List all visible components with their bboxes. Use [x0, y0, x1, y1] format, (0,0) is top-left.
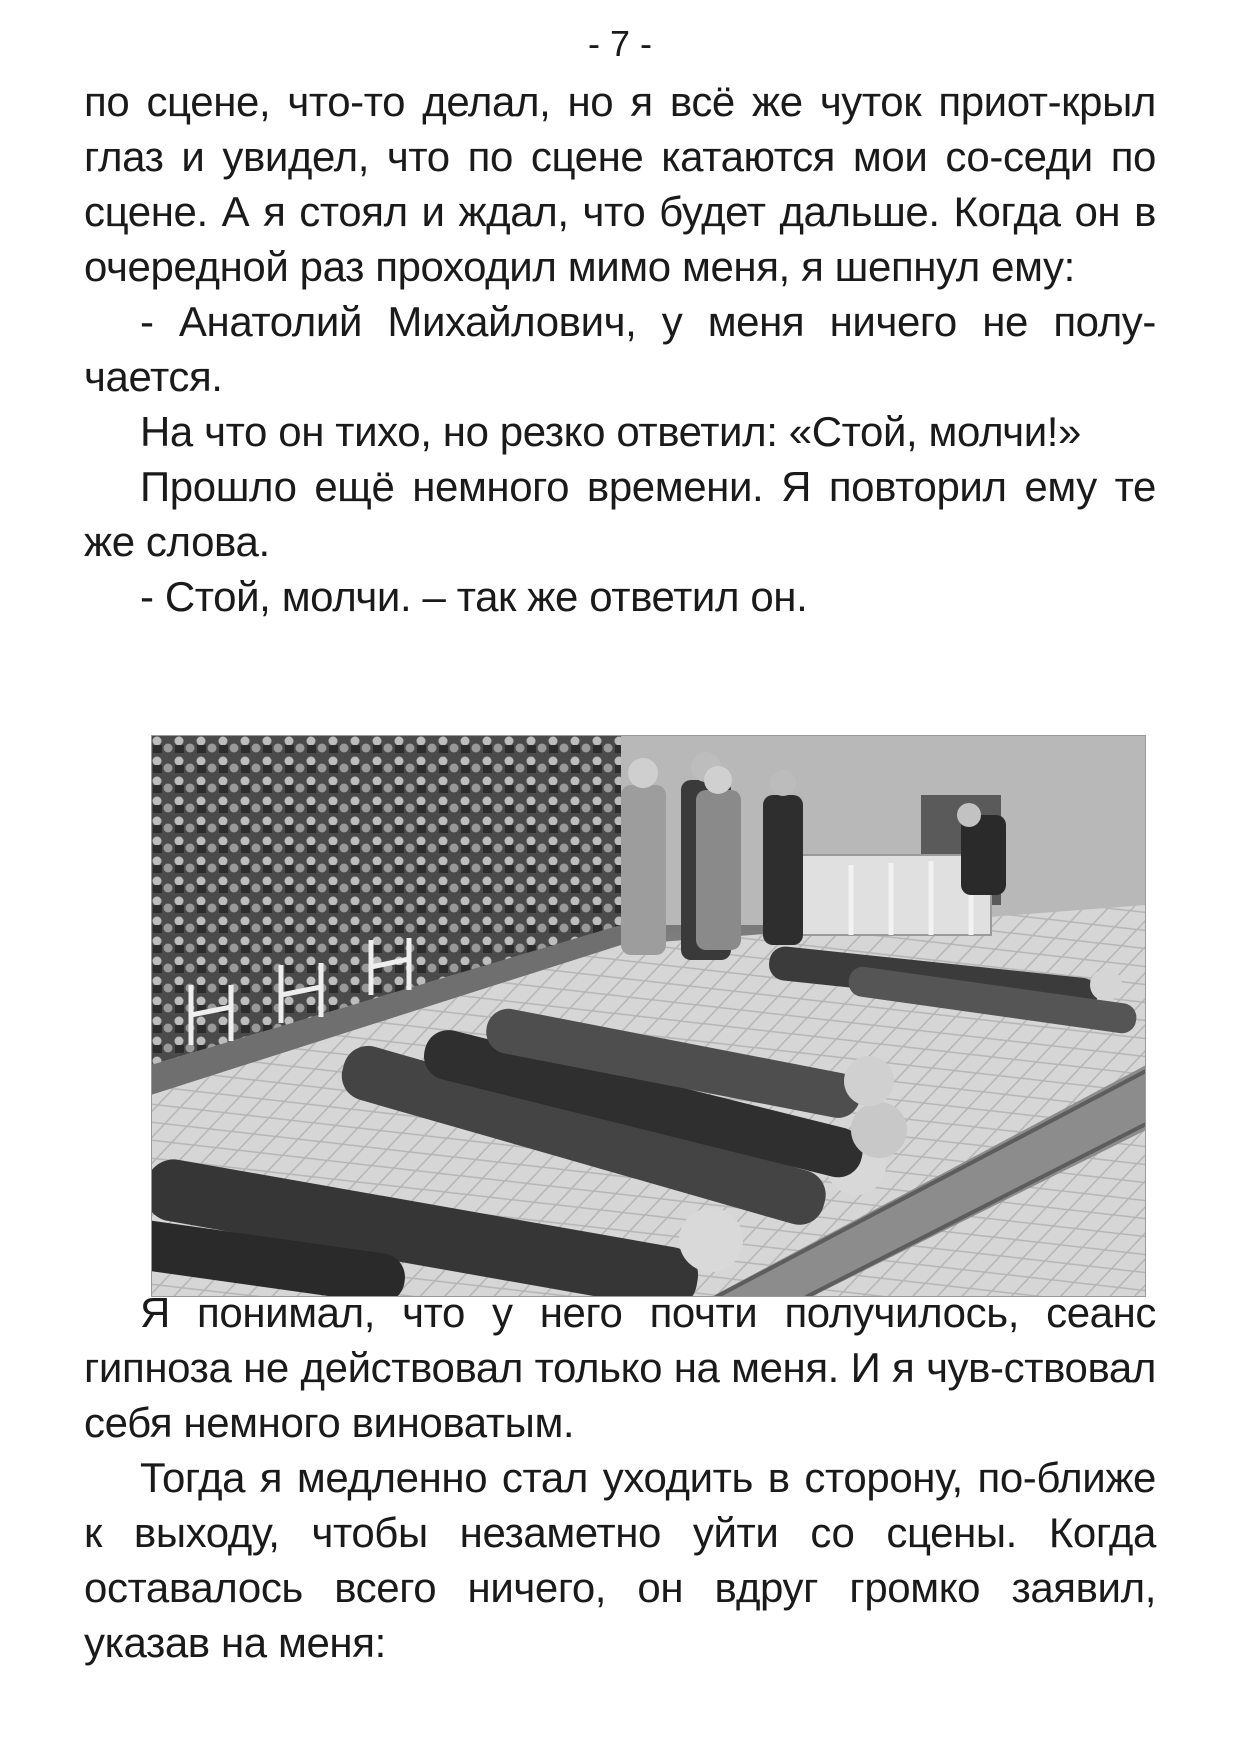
paragraph: На что он тихо, но резко ответил: «Стой, молчи!»	[140, 408, 1082, 455]
page-number: - 7 -	[587, 23, 652, 64]
paragraph-dialogue: - Анатолий Михайлович, у меня ничего не полу-чается.	[84, 298, 1156, 400]
paragraph: Прошло ещё немного времени. Я повторил ему те же слова.	[84, 463, 1156, 565]
paragraph: Я понимал, что у него почти получилось, сеанс гипноза не действовал только на меня. И я чув-ствовал себя немного виноватым.	[84, 1289, 1156, 1446]
text-block-top	[84, 74, 1156, 624]
paragraph-dialogue: - Стой, молчи. – так же ответил он.	[140, 573, 808, 620]
paragraph: Тогда я медленно стал уходить в сторону, по-ближе к выходу, чтобы незаметно уйти со сцены. Когда оставалось всего ничего, он вдруг громко заявил, указав на меня:	[84, 1454, 1156, 1666]
stage-hypnosis-photo	[151, 735, 1146, 1297]
text-block-bottom	[84, 1285, 1156, 1670]
photo-illustration	[151, 735, 1146, 1297]
paragraph: по сцене, что-то делал, но я всё же чуток приот-крыл глаз и увидел, что по сцене катаются мои со-седи по сцене. А я стоял и ждал, что будет дальше. Когда он в очередной раз проходил мимо меня, я шепнул ему:	[84, 78, 1156, 290]
